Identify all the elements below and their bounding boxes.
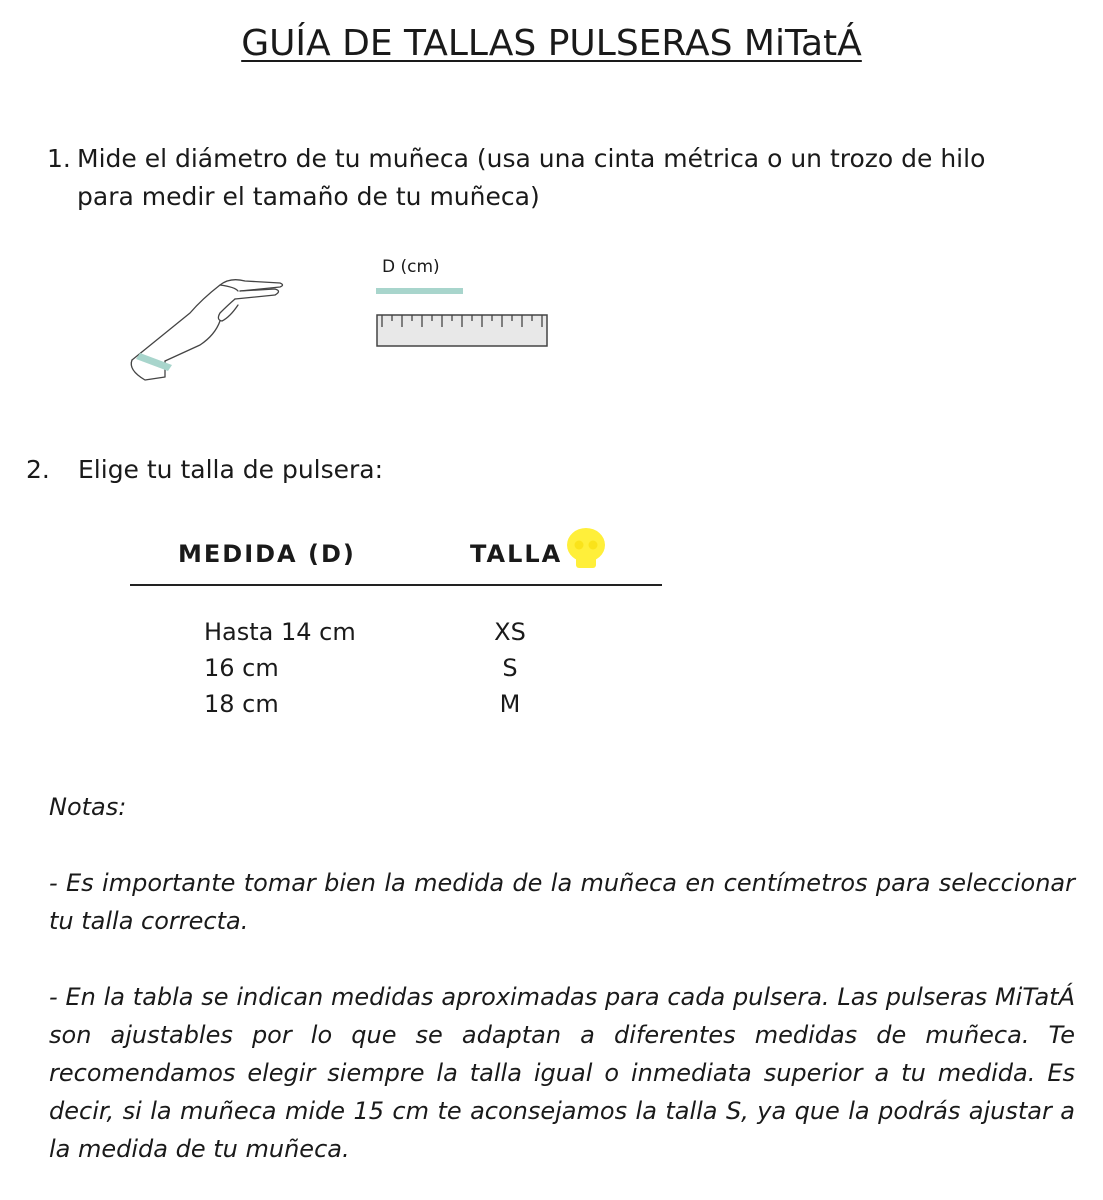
page-title: GUÍA DE TALLAS PULSERAS MiTatÁ [241, 23, 862, 64]
table-divider [130, 584, 662, 586]
header-talla: TALLA [470, 540, 563, 568]
step-1-text-line1: Mide el diámetro de tu muñeca (usa una cinta métrica o un trozo de hilo [77, 144, 986, 173]
table-row-medida: Hasta 14 cm [204, 618, 356, 646]
table-row-talla: M [499, 690, 521, 718]
step-1-instruction [47, 140, 1075, 216]
notes-title: Notas: [49, 793, 127, 821]
diameter-bar [376, 288, 463, 294]
table-row-talla: S [502, 654, 518, 682]
ruler-figure [370, 255, 560, 355]
hand-with-bracelet-icon [120, 265, 300, 385]
ruler-icon [370, 255, 560, 355]
note-item: - Es importante tomar bien la medida de la muñeca en centímetros para seleccionar tu talla correcta. [49, 869, 1075, 935]
bracelet-band [136, 353, 172, 371]
header-medida: MEDIDA (D) [178, 540, 356, 568]
note-item: - En la tabla se indican medidas aproximadas para cada pulsera. Las pulseras MiTatÁ son ajustables por lo que se adaptan a diferentes medidas de muñeca. Te recomendamos elegir siempre la talla igual o inmediata superior a tu medida. Es decir, si la muñeca mide 15 cm te aconsejamos la talla S, ya que la podrás ajustar a la medida de tu muñeca. [49, 983, 1075, 1163]
table-row-medida: 18 cm [204, 690, 279, 718]
step-2-instruction [26, 452, 383, 488]
table-row-medida: 16 cm [204, 654, 279, 682]
step-2-number: 2. [26, 455, 50, 484]
ruler-label: D (cm) [382, 257, 440, 277]
step-2-text: Elige tu talla de pulsera: [78, 455, 384, 484]
step-1-text-line2: para medir el tamaño de tu muñeca) [77, 182, 540, 211]
skull-icon [563, 526, 609, 572]
step-1-number: 1. [47, 144, 71, 173]
table-row-talla: XS [494, 618, 526, 646]
